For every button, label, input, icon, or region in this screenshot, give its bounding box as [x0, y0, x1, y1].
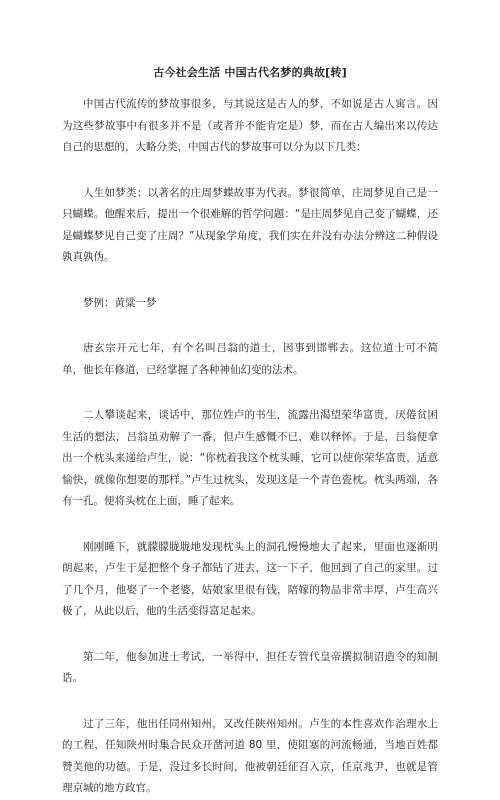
paragraph-story-3: 刚刚睡下，就朦朦胧胧地发现枕头上的洞孔慢慢地大了起来，里面也逐渐明朗起来，卢生于是把整个身子都钻了进去，这一下子，他回到了自己的家里。过了几个月，他娶了一个老婆，姑娘家里很有钱，陪嫁的物品非常丰厚，卢生高兴极了，从此以后，他的生活变得富足起来。	[62, 540, 438, 617]
document-title: 古今社会生活 中国古代名梦的典故[转]	[153, 66, 347, 79]
paragraph-story-5: 过了三年，他出任同州知州，又改任陕州知州。卢生的本性喜欢作治理水上的工程，任知陕州时集合民众开凿河道 80 里，使阻塞的河流畅通，当地百姓都赞美他的功德。于是，没过多长时间，他被朝廷征召入京，任京兆尹，也就是管理京城的地方政官。	[62, 717, 438, 794]
paragraph-story-4: 第二年，他参加进士考试，一举得中，担任专管代皇帝撰拟制诏造令的知制诰。	[62, 650, 438, 684]
paragraph-story-1: 唐玄宗开元七年，有个名叫吕翁的道士，因事到邯郸去。这位道士可不简单，他长年修道，已经掌握了各种神仙幻变的法术。	[62, 342, 438, 376]
paragraph-story-2: 二人攀谈起来，谈话中，那位姓卢的书生，流露出渴望荣华富贵，厌倦贫困生活的想法，吕翁虽劝解了一番，但卢生感慨不已，难以释怀。于是，吕翁便拿出一个枕头来递给卢生，说：“你枕着我这个枕头睡，它可以使你荣华富贵，适意愉快，就像你想要的那样。”卢生过枕头，发现这是一个青色瓷枕。枕头两端，各有一孔。便将头枕在上面，睡了起来。	[62, 409, 438, 507]
paragraph-example-heading: 梦例：黄粱一梦	[83, 296, 157, 309]
paragraph-intro: 中国古代流传的梦故事很多，与其说这是古人的梦，不如说是古人寓言。因为这些梦故事中有很多并不是（或者并不能肯定是）梦，而在古人编出来以传达自己的思想的，大略分类，中国古代的梦故事可以分为以下几类：	[62, 98, 438, 153]
paragraph-life-dream: 人生如梦类：以著名的庄周梦蝶故事为代表。梦很简单，庄周梦见自己是一只蝴蝶。他醒来后，提出一个很难解的哲学问题：“是庄周梦见自己变了蝴蝶，还是蝴蝶梦见自己变了庄周？”从现象学角度，我们实在并没有办法分辨这二种假设孰真孰伪。	[62, 186, 438, 263]
